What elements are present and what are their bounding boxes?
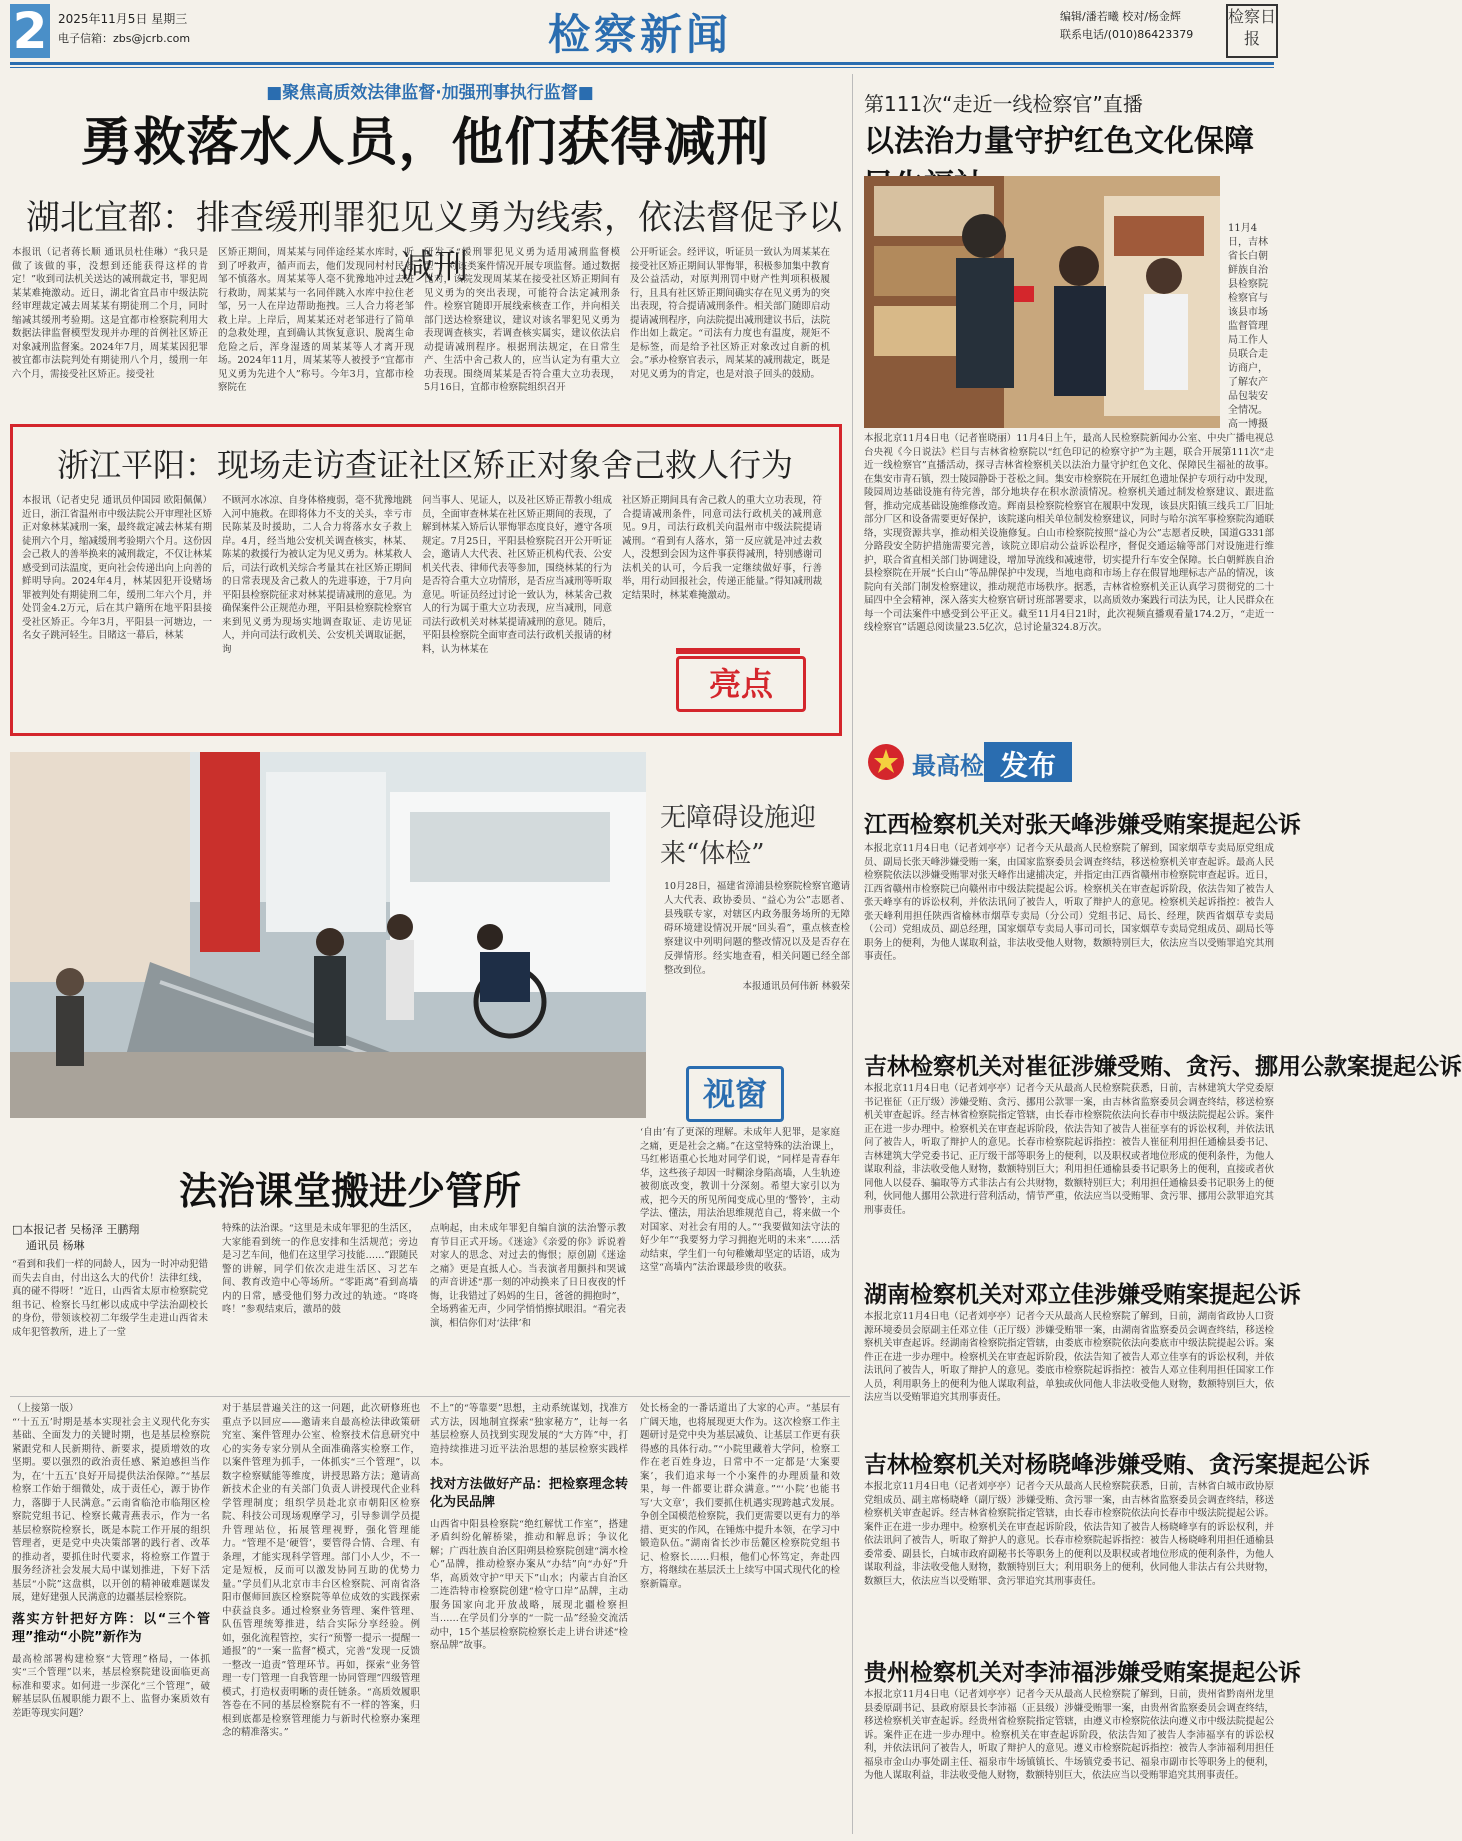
section-title: 检察新闻 <box>547 10 732 59</box>
hubei-col-1: 本报讯（记者蒋长顺 通讯员杜佳琳）“我只是做了该做的事，没想到还能获得这样的肯定！”收到司法机关送达的减刑裁定书，罪犯周某某难掩激动。近日，湖北省宜昌市中级法院经审理裁定减去周某某有期徒刑二个月，同时缩减其缓刑考验期。这是宜都市检察院利用大数据法律监督模型发现并办理的首例社区矫正对象减刑监督案。2024年7月，周某某因犯罪被宜都市法院判处有期徒刑八个月，缓刑一年六个月，需接受社区矫正。接受社 <box>12 247 208 380</box>
hubei-col-3: 研发了“缓刑罪犯见义勇为适用减刑监督模型”，对该类案件情况开展专项监督。通过数据比对，该院发现周某某在接受社区矫正期间有见义勇为的突出表现，可能符合法定减刑条件。检察官随即开展线索核查工作，并向相关部门送达检察建议，建议对该名罪犯见义勇为表现调查核实，若调查核实属实，建议依法启动提请减刑程序。根据刑法规定，在日常生产、生活中舍己救人的，应当认定为有重大立功表现。围绕周某某是否符合重大立功表现，5月16日，宜都市检察院组织召开 <box>424 247 620 393</box>
zhejiang-col-4: 社区矫正期间具有舍己救人的重大立功表现，符合提请减刑条件，同意司法行政机关的减刑意见。9月，司法行政机关向温州市中级法院提请减刑。“看到有人落水，第一反应就是冲过去救人，没想到会因为这件事获得减刑，特别感谢司法机关的认可，今后我一定继续做好事，行善举，用行动回报社会，传递正能量。”得知减刑裁定结果时，林某难掩激动。 <box>622 495 822 601</box>
zhejiang-headline: 浙江平阳：现场走访查证社区矫正对象舍己救人行为 <box>56 446 793 484</box>
continued-col-4: 处长杨金的一番话道出了大家的心声。“基层有广阔天地，也将展现更大作为。这次检察工作主题研讨是党中央为基层减负、让基层工作更有获得感的具体行动。”“小院里藏着大学问，检察工作在老百姓身边，日常中不一定都是‘大案要案’，我们追求每一个小案件的办理质量和效果，每一件都要让群众满意。”“‘小院’也能书写‘大文章’，我们要抓住机遇实现跨越式发展。争创全国模范检察院，我们更需要以更有力的举措、更实的作风，在锤炼中提升本领，在学习中锻造队伍。”湖南省长沙市岳麓区检察院党组书记、检察长……归根，他们心怀笃定，奔赴四方，将继续在基层沃土上续写中国式现代化的检察新篇章。 <box>640 1403 840 1590</box>
zgj-publish: 发布 <box>999 749 1056 782</box>
hubei-headline: 湖北宜都：排查缓刑罪犯见义勇为线索，依法督促予以减刑 <box>26 198 842 287</box>
continued-col3-body: 不上”的“等靠要”思想，主动系统谋划，找准方式方法，因地制宜探索“独家秘方”，让每一名基层检察人员找到实现发展的“大方阵”中，打造持续推进习近平法治思想的基层检察实践样本。 <box>430 1403 628 1468</box>
continued-col-1 <box>12 1402 210 1838</box>
fazhi-col-4: ‘自由’有了更深的理解。未成年人犯罪，是家庭之痛，更是社会之痛。”在这堂特殊的法治课上，马红彬语重心长地对同学们说，“同样是青春年华，这些孩子却因一时糊涂身陷高墙，人生轨迹被彻底改变，教训十分深刻。希望大家引以为戒，把今天的所见所闻变成心里的‘警铃’，主动学法、懂法，用法治思维规范自己，将来做一个对国家、对社会有用的人。”“我要做知法守法的好少年”“我要努力学习拥抱光明的未来”……活动结束，学生们一句句稚嫩却坚定的话语，成为这堂“高墙内”法治课最珍贵的收获。 <box>640 1127 840 1273</box>
continued-subhead-1: 落实方针把好方阵：以“三个管理”推动“小院”新作为 <box>12 1611 210 1645</box>
inspection-photo-art <box>864 176 1220 428</box>
zgj-label: 最高检 <box>912 752 984 780</box>
inspection-photo-caption: 11月4日，吉林省长白朝鲜族自治县检察院检察官与该县市场监督管理局工作人员联合走访商户，了解农产品包装安全情况。高一博摄 <box>1228 223 1268 430</box>
accessibility-photo <box>10 752 646 1118</box>
news-headline-5: 贵州检察机关对李沛福涉嫌受贿案提起公诉 <box>864 1660 1301 1686</box>
continued-subhead-2: 找对方法做好产品：把检察理念转化为民品牌 <box>430 1476 628 1510</box>
column-divider <box>852 74 853 1834</box>
editor-line: 编辑/潘若曦 校对/杨金辉 <box>1060 10 1181 23</box>
section-divider <box>10 1396 850 1397</box>
news-headline-4: 吉林检察机关对杨晓峰涉嫌受贿、贪污案提起公诉 <box>864 1452 1370 1478</box>
fazhi-byline-1: □本报记者 吴杨泽 王鹏翔 <box>12 1223 140 1236</box>
fazhi-col-2: 特殊的法治课。“这里是未成年罪犯的生活区，大家能看到统一的作息安排和生活规范；旁边是习艺车间，他们在这里学习技能……”跟随民警的讲解，同学们依次走进生活区、习艺车间、教育改造中心等场所。“零距离”看到高墙内的日常，感受他们努力改过的轨迹。“咚咚咚！”参观结束后，激昂的鼓 <box>222 1223 418 1315</box>
right-feature-text: 本报北京11月4日电（记者崔晓丽）11月4日上午，最高人民检察院新闻办公室、中央广播电视总台央视《今日说法》栏目与吉林省检察院以“红色印记的检察守护”为主题，联合开展第111次“走近一线检察官”直播活动，探寻吉林省检察机关以法治力量守护红色文化、保障民生福祉的故事。在集安市青石镇，烈士陵园静卧于苍松之间。集安市检察院在开展红色遗址保护专项行动中发现，陵园周边基础设施有待完善，部分地块存在积水淤渍情况。检察机关通过制发检察建议、跟进监督，推动完成基础设施维修改造。辉南县检察院检察官在履职中发现，该县庆阳镇三线兵工厂旧址部分厂区和设备需要更好保护，该院遂向相关单位制发检察建议，同时与哈尔滨军事检察院沟通联络，实现资源共享，推动相关设施修复。白山市检察院按照“益心为公”志愿者反映，国道G331部分路段安全防护措施需要完善，该院立即启动公益诉讼程序，督促交通运输等部门对设施进行维护，联合省直相关部门协调建设，增加导流线和减速带，切实提升行车安全保障。长白朝鲜族自治县检察院在开展“长白山”等品牌保护中发现，当地电商和市场上存在假冒地理标志产品的情况，该院向有关部门制发检察建议，推动规范市场秩序。据悉，吉林省检察机关正认真学习贯彻党的二十届四中全会精神，深入落实大检察官研讨班部署要求，以高质效办案践行司法为民，让人民群众在每一个司法案件中感受到公平正义。截至11月4日21时，此次视频直播观看量174.2万，“走近一线检察官”话题总阅读量23.5亿次，总讨论量324.8万次。 <box>864 433 1274 633</box>
fazhi-col-1: “看到和我们一样的同龄人，因为一时冲动犯错而失去自由，付出这么大的代价！法律红线，真的碰不得呀！”近日，山西省太原市检察院党组书记、检察长马红彬以成成中学法治副校长的身份，带领该校初二年级学生走进山西省未成年犯管教所，进上了一堂 <box>12 1259 208 1338</box>
zhejiang-col-3: 问当事人、见证人，以及社区矫正帮教小组成员，全面审查林某在社区矫正期间的表现，了解到林某入矫后认罪悔罪态度良好，遵守各项规定。7月25日，平阳县检察院召开公开听证会，邀请人大代表、社区矫正机构代表、公安机关代表、律师代表等参加，围绕林某的行为是否符合重大立功情形，是否应当减刑等听取意见。听证员经过讨论一致认为，林某舍己救人的行为属于重大立功表现，应当减刑，同意司法行政机关对林某提请减刑的意见。随后，平阳县检察院全面审查司法行政机关报请的材料，认为林某在 <box>422 495 613 655</box>
zhejiang-col-1: 本报讯（记者史兒 通讯员仲国园 欧阳佩佩）近日，浙江省温州市中级法院公开审理社区矫正对象林某减刑一案，最终裁定减去林某有期徒刑六个月，缩减缓刑考验期六个月。这份因会己救人的善举换来的减刑裁定，不仅让林某感受到司法温度，更向社会传递出向上向善的鲜明导向。2024年4月，林某因犯开设赌场罪被判处有期徒刑二年，缓刑二年六个月，并处罚金4.2万元，后在其户籍所在地平阳县接受社区矫正。今年3月，平阳县一河塘边，一名女子跳河轻生。目睹这一幕后，林某 <box>22 495 213 641</box>
news-text-3: 本报北京11月4日电（记者刘亭亭）记者今天从最高人民检察院了解到，日前，湖南省政协人口资源环境委员会原副主任邓立佳（正厅级）涉嫌受贿罪一案，由湖南省监察委员会调查终结，移送检察机关审查起诉。经湖南省检察院指定管辖，由娄底市检察院依法向娄底市中级法院提起公诉。案件正在进一步办理中。检察机关在审查起诉阶段，依法告知了被告人邓立佳享有的诉讼权利，并依法讯问了被告人，听取了辩护人的意见。娄底市检察院起诉指控：被告人邓立佳利用担任国家工作人员，利用职务上的便利为他人谋取利益，单独或伙同他人非法收受他人财物，数额特别巨大，依法应当以受贿罪追究其刑事责任。 <box>864 1311 1274 1403</box>
news-headline-2: 吉林检察机关对崔征涉嫌受贿、贪污、挪用公款案提起公诉 <box>864 1054 1462 1080</box>
header-rule-thin <box>10 67 1274 68</box>
continued-col-2: 对于基层普遍关注的这一问题，此次研修班也重点予以回应——邀请来自最高检法律政策研究室、案件管理办公室、检察技术信息研究中心的实务专家分别从全面准确落实检察工作，以案件管理为抓手，一体抓实“三个管理”，以数字检察赋能等维度，讲授思路方法；邀请高新技术企业的有关部门负责人讲授现代企业科学管理制度；组织学员赴北京市朝阳区检察院、科技公司现场观摩学习，引导参训学员提升管理站位，拓展管理视野，强化管理能力。“管理不是‘硬管’，要管得合情、合理、有条理，才能实现科学管理。部门小人少，不一定是短板，反而可以激发协同互助的优势力量。”学员们从北京市丰台区检察院、河南省洛阳市偃师回族区检察院等单位成效的实践探索中获益良多。通过检察业务管理、案件管理、队伍管理统筹推进，结合实际分享经验。例如，强化流程管控，实行“预警一提示一提醒一通报”的“一案一监督”模式，完善“发现一反馈一整改一追责”管理环节。再如，探索“业务管理一专门管理一自我管理一协同管理”四级管理模式，打造权责明晰的责任链条。“高质效履职答卷在不同的基层检察院有不一样的答案，归根到底都是检察管理能力与新时代检察办案理念的精准落实。” <box>222 1403 420 1738</box>
news-text-1: 本报北京11月4日电（记者刘亭亭）记者今天从最高人民检察院了解到，国家烟草专卖局原党组成员、副局长张天峰涉嫌受贿一案，由国家监察委员会调查终结，移送检察机关审查起诉。最高人民检察院依法以涉嫌受贿罪对张天峰作出逮捕决定，并指定由江西省赣州市检察院审查起诉。近日，江西省赣州市检察院已向赣州市中级法院提起公诉。检察机关在审查起诉阶段，依法告知了被告人张天峰享有的诉讼权利，并依法讯问了被告人，听取了辩护人的意见。检察机关起诉指控：被告人张天峰利用担任陕西省榆林市烟草专卖局（分公司）党组书记、局长、经理，陕西省烟草专卖局（公司）党组成员、副总经理，国家烟草专卖局人事司司长，国家烟草专卖局党组成员、副局长等职务上的便利，为他人谋取利益，非法收受他人财物，数额特别巨大，依法应当以受贿罪追究其刑事责任。 <box>864 843 1274 962</box>
photo-feature-text <box>664 880 850 994</box>
photo-feature-body: 10月28日，福建省漳浦县检察院检察官邀请人大代表、政协委员、“益心为公”志愿者、县残联专家，对辖区内政务服务场所的无障碍环境建设情况开展“回头看”，重点核查检察建议中列明问题的整改情况以及是否存在反弹情形。经实地查看，相关问题已经全部整改到位。 <box>664 881 850 976</box>
news-text-4: 本报北京11月4日电（记者刘亭亭）记者今天从最高人民检察院获悉，日前，吉林省白城市政协原党组成员、副主席杨晓峰（副厅级）涉嫌受贿、贪污罪一案，由吉林省监察委员会调查终结，移送检察机关审查起诉。经吉林省检察院指定管辖，由长春市检察院依法向长春市中级法院提起公诉。案件正在进一步办理中。检察机关在审查起诉阶段，依法告知了被告人杨晓峰享有的诉讼权利，并依法讯问了被告人，听取了辩护人的意见。长春市检察院起诉指控：被告人杨晓峰利用担任通榆县委常委、副县长，白城市政府副秘书长等职务上的便利以及职权或者地位形成的便利条件，为他人谋取利益，非法收受他人财物，数额特别巨大；利用职务上的便利，伙同他人非法占有公共财物，数额巨大，依法应当以受贿罪、贪污罪追究其刑事责任。 <box>864 1481 1274 1587</box>
issue-date: 2025年11月5日 星期三 <box>58 12 188 26</box>
accessibility-photo-art <box>10 752 646 1118</box>
zhejiang-col-2: 不顾河水冰凉、自身体格瘦弱，毫不犹豫地跳入河中施救。在即将体力不支的关头，幸亏市民陈某及时援助，二人合力将落水女子救上岸。4月，经当地公安机关调查核实，林某、陈某的救援行为被认定为见义勇为。林某救人后，司法行政机关综合考量其在社区矫正期间的日常表现及舍己救人的先进事迹，于7月向平阳县检察院征求对林某提请减刑的意见。为确保案件公正规范办理，平阳县检察院检察官来到见义勇为现场实地调查取证、走访见证人，并向司法行政机关、公安机关调取证据，询 <box>222 495 413 655</box>
continued-col1-body: “‘十五五’时期是基本实现社会主义现代化夯实基础、全面发力的关键时期，也是基层检察院紧跟党和人民新期待、新要求，提质增效的攻坚期。要以强烈的政治责任感、紧迫感担当作为，在‘十五五’良好开局提供法治保障。”“基层检察工作始于细微处，成于责任心，源于协作力，落脚于人民满意。”云南省临沧市临翔区检察院党组书记、检察长戴青燕表示，作为一名基层检察院检察长，既是本院工作开展的组织管理者，更是党中央决策部署的践行者、改革的推动者，要抓住时代要求，将检察工作置于服务经济社会发展大局中谋划推进，下好下活基层“小院”这盘棋，以开创的精神破难题谋发展，建好建强人民满意的边疆基层检察院。 <box>12 1416 210 1603</box>
page-number: 2 <box>10 4 50 58</box>
hubei-col-2: 区矫正期间，周某某与同伴途经某水库时，听到了呼救声，循声而去，他们发现同村村民老邹不慎落水。周某某等人毫不犹豫地冲过去进行救助，周某某与一名同伴跳入水库中拉住老邹，另一人在岸边帮助拖拽。三人合力将老邹救上岸。上岸后，周某某还对老邹进行了简单的急救处理，直到确认其恢复意识、脱离生命危险之后，浑身湿透的周某某等人才离开现场。2024年11月，周某某等人被授予“宜都市见义勇为先进个人”称号。今年3月，宜都市检察院在 <box>218 247 414 393</box>
fazhi-col-3: 点响起，由未成年罪犯自编自演的法治警示教育节目正式开场。《迷途》《亲爱的你》诉说着对家人的思念、对过去的悔恨；原创剧《迷途之痛》更是直抵人心。当表演者用颤抖和哭诚的声音讲述“那一刻的冲动换来了日日夜夜的忏悔，让我错过了妈妈的生日，爸爸的拥抱时”，全场鸦雀无声，少同学悄悄擦拭眼泪。“看完表演，相信你们对‘法律’和 <box>430 1223 626 1329</box>
hubei-col-4: 公开听证会。经评议，听证员一致认为周某某在接受社区矫正期间认罪悔罪，积极参加集中教育及公益活动，对原判刑罚中财产性判项积极履行，且具有社区矫正期间确实存在见义勇为的突出表现，符合提请减刑条件。相关部门随即启动提请减刑程序，向法院提出减刑建议书后，法院作出如上裁定。“司法有力度也有温度，规矩不是标签，而是给予社区矫正对象改过自新的机会。”承办检察官表示，周某某的减刑裁定，既是对见义勇为的肯定，也是对浪子回头的鼓励。 <box>630 247 830 380</box>
header-rule <box>10 62 1274 65</box>
news-headline-3: 湖南检察机关对邓立佳涉嫌受贿案提起公诉 <box>864 1282 1301 1308</box>
news-text-5: 本报北京11月4日电（记者刘亭亭）记者今天从最高人民检察院了解到，日前，贵州省黔南州龙里县委原副书记、县政府原县长李沛福（正县级）涉嫌受贿罪一案，由贵州省监察委员会调查终结，移送检察机关审查起诉。经贵州省检察院指定管辖，由遵义市检察院依法向遵义市中级法院提起公诉。案件正在进一步办理中。检察机关在审查起诉阶段，依法告知了被告人李沛福享有的诉讼权利，并依法讯问了被告人，听取了辩护人的意见。遵义市检察院起诉指控：被告人李沛福利用担任福泉市金山办事处副主任、福泉市牛场镇镇长、牛场镇党委书记、福泉市副市长等职务上的便利，为他人谋取利益，非法收受他人财物，数额特别巨大，依法应当以受贿罪追究其刑事责任。 <box>864 1689 1274 1781</box>
fazhi-byline <box>12 1222 222 1254</box>
shichuang-stamp: 视窗 <box>686 1066 784 1122</box>
zgj-banner <box>864 740 1074 784</box>
photo-feature-byline: 本报通讯员何伟新 林毅荣 <box>742 981 850 992</box>
news-text-2: 本报北京11月4日电（记者刘亭亭）记者今天从最高人民检察院获悉，日前，吉林建筑大学党委原书记崔征（正厅级）涉嫌受贿、贪污、挪用公款罪一案，由吉林省监察委员会调查终结，移送检察机关审查起诉。经吉林省检察院指定管辖，由长春市检察院依法向长春市中级法院提起公诉。案件正在进一步办理中。检察机关在审查起诉阶段，依法告知了被告人崔征享有的诉讼权利，并依法讯问了被告人，听取了辩护人的意见。长春市检察院起诉指控：被告人崔征利用担任通榆县委书记、吉林建筑大学党委书记、正厅级干部等职务上的便利，以及职权或者地位形成的便利条件，为他人谋取利益，非法收受他人财物，数额特别巨大；利用担任通榆县委书记职务上的便利，直接或者伙同他人以侵吞、骗取等方式非法占有公共财物，数额特别巨大；利用担任通榆县委书记职务上的便利，伙同他人挪用公款进行营利活动，情节严重，依法应当以受贿罪、贪污罪、挪用公款罪追究其刑事责任。 <box>864 1083 1274 1216</box>
continued-col3b-body: 山西省中阳县检察院“绝红解忧工作室”，搭建矛盾纠纷化解桥梁，推动和解息诉；争议化解；广西壮族自治区阳朔县检察院创建“漓水检心”品牌，推动检察办案从“办结”向“办好”升华，高质效守护“甲天下”山水；内蒙古自治区二连浩特市检察院创建“检守口岸”品牌，主动服务国家向北开放战略，展现北疆检察担当……在学员们分享的“一院一品”经验交流活动中，15个基层检察院检察长走上讲台讲述“检察品牌”故事。 <box>430 1518 628 1651</box>
highlight-stamp-bar <box>676 648 800 654</box>
continued-col-3 <box>430 1402 628 1838</box>
continued-label: （上接第一版） <box>12 1403 79 1414</box>
continued-col1b-body: 最高检部署构建检察“大管理”格局，一体抓实“三个管理”以来，基层检察院建设面临更高标准和要求。如何进一步深化“三个管理”，破解基层队伍履职能力跟不上、监督办案质效有差距等现实问题？ <box>12 1653 210 1719</box>
email-line: 电子信箱：zbs@jcrb.com <box>58 32 191 45</box>
inspection-photo <box>864 176 1220 428</box>
news-headline-1: 江西检察机关对张天峰涉嫌受贿案提起公诉 <box>864 812 1301 838</box>
newspaper-logo: 检察日报 <box>1226 4 1278 58</box>
topic-banner: ■聚焦高质效法律监督·加强刑事执行监督■ <box>266 83 594 103</box>
right-headline: 以法治力量守护红色文化保障 <box>864 124 1254 159</box>
highlight-stamp: 亮点 <box>676 656 806 712</box>
fazhi-byline-2: 通讯员 杨琳 <box>26 1239 85 1252</box>
photo-feature-title: 无障碍设施迎来“体检” <box>660 803 817 869</box>
main-headline: 勇救落水人员，他们获得减刑 <box>80 113 770 173</box>
fazhi-headline: 法治课堂搬进少管所 <box>178 1169 521 1213</box>
right-kicker: 第111次“走近一线检察官”直播 <box>864 92 1143 116</box>
phone-line: 联系电话/(010)86423379 <box>1060 28 1194 41</box>
editor-info <box>1060 8 1193 44</box>
